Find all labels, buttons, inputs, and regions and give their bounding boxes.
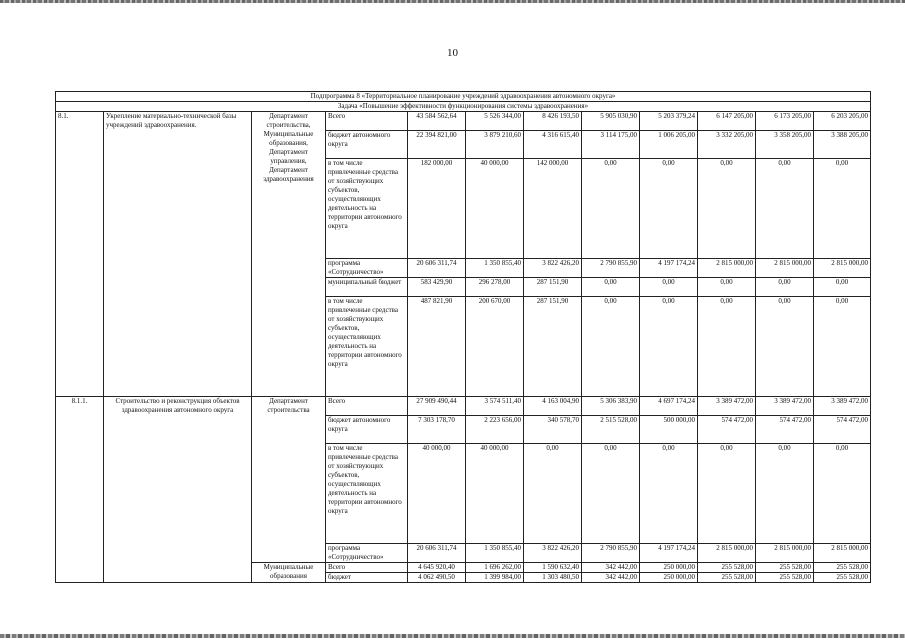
year-value: 1 590 632,40 [524, 563, 582, 573]
year-value: 4 197 174,24 [640, 544, 698, 563]
year-value: 3 574 511,40 [466, 397, 524, 416]
year-value: 255 528,00 [814, 563, 871, 573]
year-value: 3 822 426,20 [524, 544, 582, 563]
year-value: 574 472,00 [698, 416, 756, 444]
year-value: 255 528,00 [756, 573, 814, 583]
year-value: 2 815 000,00 [814, 544, 871, 563]
section-number: 8.1. [56, 112, 104, 397]
year-value: 0,00 [756, 444, 814, 544]
task-title: Задача «Повышение эффективности функционирования системы здравоохранения» [56, 102, 871, 112]
year-value: 574 472,00 [756, 416, 814, 444]
year-value: 2 815 000,00 [756, 544, 814, 563]
section-name: Строительство и реконструкция объектов здравоохранения автономного округа [104, 397, 252, 583]
year-value: 3 389 472,00 [756, 397, 814, 416]
funding-source: программа «Сотрудничество» [326, 259, 408, 278]
year-value: 3 332 205,00 [698, 131, 756, 159]
total-value: 20 606 311,74 [408, 544, 466, 563]
year-value: 6 203 205,00 [814, 112, 871, 131]
year-value: 4 316 615,40 [524, 131, 582, 159]
scan-edge-bottom [0, 634, 905, 638]
year-value: 3 389 472,00 [814, 397, 871, 416]
year-value: 0,00 [814, 444, 871, 544]
year-value: 0,00 [756, 159, 814, 259]
table-row [56, 112, 871, 131]
year-value: 2 815 000,00 [698, 259, 756, 278]
year-value: 342 442,00 [582, 573, 640, 583]
year-value: 3 879 210,60 [466, 131, 524, 159]
funding-source: бюджет автономного округа [326, 131, 408, 159]
year-value: 0,00 [698, 444, 756, 544]
total-value: 4 645 920,40 [408, 563, 466, 573]
year-value: 2 815 000,00 [698, 544, 756, 563]
year-value: 2 790 855,90 [582, 259, 640, 278]
year-value: 6 173 205,00 [756, 112, 814, 131]
year-value: 2 815 000,00 [756, 259, 814, 278]
total-value: 22 394 821,00 [408, 131, 466, 159]
total-value: 4 062 490,50 [408, 573, 466, 583]
section-name: Укрепление материально-технической базы учреждений здравоохранения. [104, 112, 252, 397]
year-value: 1 350 855,40 [466, 259, 524, 278]
sub-executor: Муниципальные образования [252, 563, 326, 583]
scan-edge-top [0, 0, 905, 3]
year-value: 0,00 [698, 278, 756, 297]
year-value: 0,00 [640, 278, 698, 297]
year-value: 3 389 472,00 [698, 397, 756, 416]
year-value: 0,00 [640, 444, 698, 544]
total-value: 487 821,90 [408, 297, 466, 397]
year-value: 500 000,00 [640, 416, 698, 444]
year-value: 5 526 344,00 [466, 112, 524, 131]
year-value: 142 000,00 [524, 159, 582, 259]
year-value: 5 306 383,90 [582, 397, 640, 416]
year-value: 0,00 [814, 297, 871, 397]
total-value: 40 000,00 [408, 444, 466, 544]
year-value: 0,00 [756, 297, 814, 397]
year-value: 3 114 175,00 [582, 131, 640, 159]
year-value: 0,00 [582, 444, 640, 544]
year-value: 6 147 205,00 [698, 112, 756, 131]
funding-source: Всего [326, 112, 408, 131]
year-value: 40 000,00 [466, 444, 524, 544]
year-value: 1 399 984,00 [466, 573, 524, 583]
year-value: 1 696 262,00 [466, 563, 524, 573]
year-value: 255 528,00 [814, 573, 871, 583]
total-value: 7 303 178,70 [408, 416, 466, 444]
year-value: 0,00 [582, 159, 640, 259]
funding-source: программа «Сотрудничество» [326, 544, 408, 563]
section-number: 8.1.1. [56, 397, 104, 583]
year-value: 250 000,00 [640, 563, 698, 573]
year-value: 296 278,00 [466, 278, 524, 297]
funding-source: в том числе привлеченные средства от хозяйствующих субъектов, осуществляющих деятельность на территории автономного округа [326, 444, 408, 544]
year-value: 255 528,00 [698, 563, 756, 573]
year-value: 5 203 379,24 [640, 112, 698, 131]
year-value: 1 006 205,00 [640, 131, 698, 159]
year-value: 0,00 [582, 297, 640, 397]
table-row [56, 397, 871, 416]
year-value: 287 151,90 [524, 297, 582, 397]
page-number: 10 [447, 47, 458, 59]
year-value: 0,00 [640, 159, 698, 259]
year-value: 0,00 [524, 444, 582, 544]
year-value: 0,00 [582, 278, 640, 297]
year-value: 1 303 480,50 [524, 573, 582, 583]
funding-source: Всего [326, 563, 408, 573]
funding-source: бюджет [326, 573, 408, 583]
year-value: 40 000,00 [466, 159, 524, 259]
year-value: 287 151,90 [524, 278, 582, 297]
total-value: 20 606 311,74 [408, 259, 466, 278]
year-value: 2 515 528,00 [582, 416, 640, 444]
year-value: 574 472,00 [814, 416, 871, 444]
year-value: 3 358 205,00 [756, 131, 814, 159]
year-value: 8 426 193,50 [524, 112, 582, 131]
year-value: 250 000,00 [640, 573, 698, 583]
year-value: 4 697 174,24 [640, 397, 698, 416]
year-value: 200 670,00 [466, 297, 524, 397]
funding-source: Всего [326, 397, 408, 416]
year-value: 0,00 [814, 278, 871, 297]
year-value: 255 528,00 [756, 563, 814, 573]
year-value: 2 223 656,00 [466, 416, 524, 444]
section-executor: Департамент строительства, Муниципальные образования, Департамент управления, Департамент здравоохранения [252, 112, 326, 397]
section-executor: Департамент строительства [252, 397, 326, 563]
year-value: 0,00 [698, 297, 756, 397]
total-value: 182 000,00 [408, 159, 466, 259]
year-value: 2 790 855,90 [582, 544, 640, 563]
year-value: 340 578,70 [524, 416, 582, 444]
year-value: 2 815 000,00 [814, 259, 871, 278]
funding-source: бюджет автономного округа [326, 416, 408, 444]
year-value: 3 388 205,00 [814, 131, 871, 159]
year-value: 4 163 004,90 [524, 397, 582, 416]
year-value: 3 822 426,20 [524, 259, 582, 278]
total-value: 583 429,90 [408, 278, 466, 297]
year-value: 5 905 030,90 [582, 112, 640, 131]
year-value: 342 442,00 [582, 563, 640, 573]
total-value: 43 584 562,64 [408, 112, 466, 131]
year-value: 0,00 [814, 159, 871, 259]
funding-source: в том числе привлеченные средства от хозяйствующих субъектов, осуществляющих деятельность на территории автономного округа [326, 159, 408, 259]
year-value: 0,00 [756, 278, 814, 297]
funding-table [55, 91, 871, 583]
funding-source: муниципальный бюджет [326, 278, 408, 297]
year-value: 4 197 174,24 [640, 259, 698, 278]
funding-source: в том числе привлеченные средства от хозяйствующих субъектов, осуществляющих деятельность на территории автономного округа [326, 297, 408, 397]
year-value: 1 350 855,40 [466, 544, 524, 563]
year-value: 255 528,00 [698, 573, 756, 583]
year-value: 0,00 [698, 159, 756, 259]
subprogram-title: Подпрограмма 8 «Территориальное планирование учреждений здравоохранения автономного округа» [56, 92, 871, 102]
year-value: 0,00 [640, 297, 698, 397]
total-value: 27 909 490,44 [408, 397, 466, 416]
